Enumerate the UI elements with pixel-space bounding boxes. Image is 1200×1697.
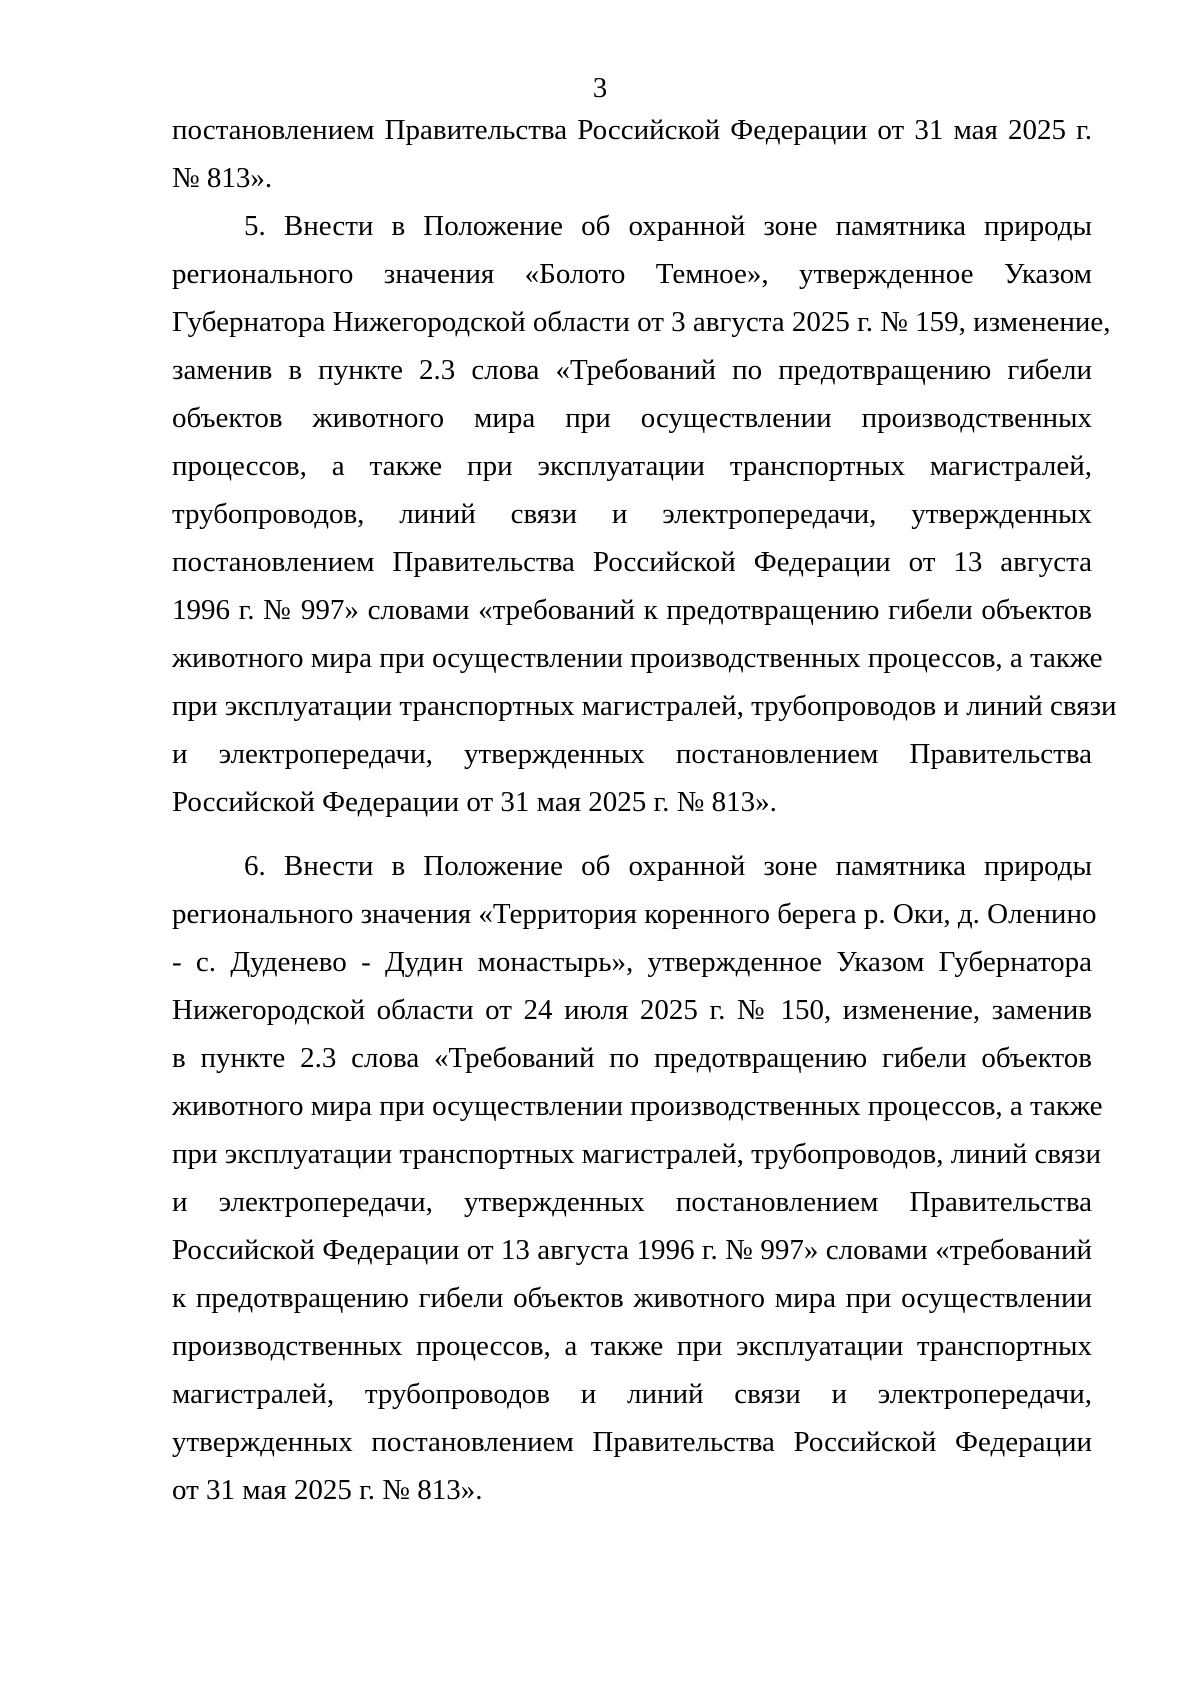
text-line: к предотвращению гибели объектов животного мира при осуществлении bbox=[172, 1282, 1092, 1314]
text-line: Губернатора Нижегородской области от 3 августа 2025 г. № 159, изменение, bbox=[172, 306, 1111, 338]
text-line: постановлением Правительства Российской Федерации от 13 августа bbox=[172, 546, 1092, 578]
text-line: трубопроводов, линий связи и электропередачи, утвержденных bbox=[172, 498, 1092, 530]
text-line: процессов, а также при эксплуатации транспортных магистралей, bbox=[172, 450, 1092, 482]
text-line: в пункте 2.3 слова «Требований по предотвращению гибели объектов bbox=[172, 1042, 1092, 1074]
text-line: при эксплуатации транспортных магистралей, трубопроводов и линий связи bbox=[172, 690, 1117, 722]
text-line: и электропередачи, утвержденных постановлением Правительства bbox=[172, 1186, 1092, 1218]
text-line: постановлением Правительства Российской Федерации от 31 мая 2025 г. bbox=[172, 114, 1092, 146]
text-line: 1996 г. № 997» словами «требований к предотвращению гибели объектов bbox=[172, 594, 1092, 626]
text-line: Российской Федерации от 13 августа 1996 г. № 997» словами «требований bbox=[172, 1234, 1092, 1266]
page-number: 3 bbox=[592, 72, 608, 104]
text-line: при эксплуатации транспортных магистралей, трубопроводов, линий связи bbox=[172, 1138, 1102, 1170]
paragraph-5-first-line: 5. Внести в Положение об охранной зоне памятника природы bbox=[244, 210, 1092, 242]
text-line: - с. Дуденево - Дудин монастырь», утвержденное Указом Губернатора bbox=[172, 946, 1092, 978]
text-line: Российской Федерации от 31 мая 2025 г. № 813». bbox=[172, 786, 777, 818]
text-line: утвержденных постановлением Правительства Российской Федерации bbox=[172, 1426, 1092, 1458]
text-line: объектов животного мира при осуществлении производственных bbox=[172, 402, 1092, 434]
text-line: Нижегородской области от 24 июля 2025 г. № 150, изменение, заменив bbox=[172, 994, 1092, 1026]
text-line: регионального значения «Болото Темное», утвержденное Указом bbox=[172, 258, 1092, 290]
text-line: регионального значения «Территория коренного берега р. Оки, д. Оленино bbox=[172, 898, 1097, 930]
text-line: № 813». bbox=[172, 162, 273, 194]
text-line: и электропередачи, утвержденных постановлением Правительства bbox=[172, 738, 1092, 770]
text-line: производственных процессов, а также при эксплуатации транспортных bbox=[172, 1330, 1092, 1362]
text-line: от 31 мая 2025 г. № 813». bbox=[172, 1474, 483, 1506]
paragraph-6-first-line: 6. Внести в Положение об охранной зоне памятника природы bbox=[244, 850, 1092, 882]
text-line: животного мира при осуществлении производственных процессов, а также bbox=[172, 1090, 1103, 1122]
text-line: магистралей, трубопроводов и линий связи и электропередачи, bbox=[172, 1378, 1092, 1410]
text-line: заменив в пункте 2.3 слова «Требований по предотвращению гибели bbox=[172, 354, 1092, 386]
text-line: животного мира при осуществлении производственных процессов, а также bbox=[172, 642, 1103, 674]
